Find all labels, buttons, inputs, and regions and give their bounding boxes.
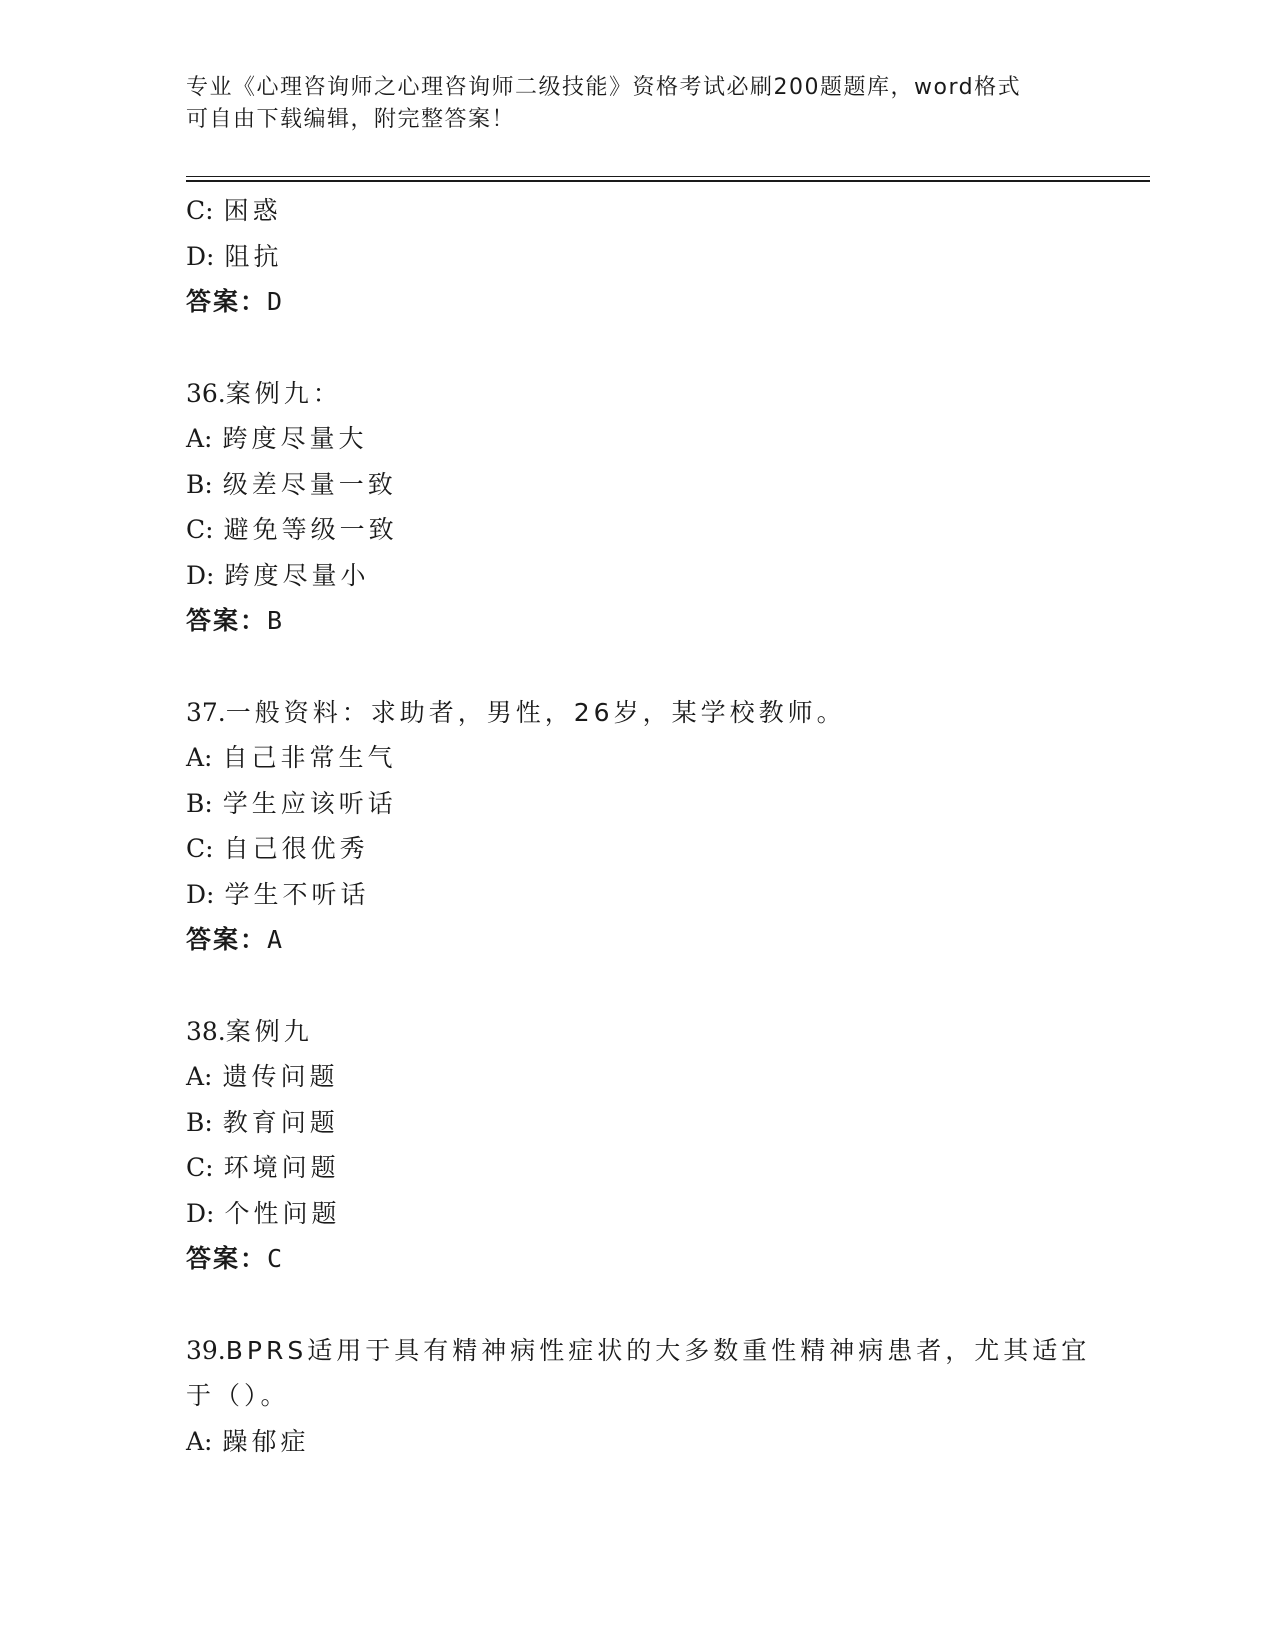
option-text: 级差尽量一致 [222, 469, 397, 499]
option-text: 跨度尽量大 [222, 424, 368, 453]
question-35 [186, 188, 1146, 325]
option-text: 环境问题 [223, 1153, 340, 1182]
question-36 [186, 371, 1146, 644]
answer-line [186, 279, 1146, 325]
option-letter: C: [186, 834, 214, 863]
header-title-line-2: 可自由下载编辑，附完整答案！ [186, 107, 516, 132]
answer-value: D [267, 287, 285, 316]
header-divider-thick [186, 180, 1150, 182]
option-text: 自己非常生气 [222, 743, 397, 772]
option-c [186, 507, 1146, 553]
option-c [186, 826, 1146, 872]
option-a [186, 735, 1146, 781]
option-c [186, 1145, 1146, 1191]
option-text: 阻抗 [224, 241, 283, 271]
question-37 [186, 690, 1146, 963]
option-text: 学生不听话 [224, 879, 370, 909]
option-letter: C: [186, 1153, 214, 1182]
question-text: BPRS适用于具有精神病性症状的大多数重性精神病患者，尤其适宜 [225, 1335, 1091, 1365]
option-d [186, 872, 1146, 918]
option-a [186, 1054, 1146, 1100]
option-letter: B: [186, 788, 213, 818]
option-b [186, 1100, 1146, 1146]
option-d [186, 553, 1146, 599]
option-d [186, 1191, 1146, 1237]
question-list [186, 188, 1146, 1464]
option-letter: B: [186, 469, 213, 499]
question-stem-continued [186, 1373, 1146, 1419]
option-letter: A: [186, 743, 213, 772]
option-text: 自己很优秀 [223, 834, 369, 863]
question-stem [186, 1009, 1146, 1055]
answer-line [186, 598, 1146, 644]
option-b [186, 781, 1146, 827]
option-letter: C: [186, 515, 214, 544]
option-text: 困惑 [223, 196, 282, 225]
question-text: 案例九 [225, 1016, 313, 1046]
answer-value: C [267, 1244, 285, 1273]
option-letter: D: [186, 560, 215, 590]
option-text: 学生应该听话 [222, 788, 397, 818]
header-title-line-1: 专业《心理咨询师之心理咨询师二级技能》资格考试必刷200题题库，word格式 [186, 75, 1022, 100]
option-letter: D: [186, 1198, 215, 1228]
option-a [186, 416, 1146, 462]
option-letter: A: [186, 1426, 213, 1456]
question-text: 一般资料：求助者，男性，26岁，某学校教师。 [225, 697, 846, 727]
option-text: 跨度尽量小 [224, 560, 370, 590]
option-letter: D: [186, 879, 215, 909]
question-39 [186, 1328, 1146, 1465]
option-letter: A: [186, 424, 213, 453]
answer-line [186, 917, 1146, 963]
option-letter: B: [186, 1107, 213, 1137]
option-text: 遗传问题 [222, 1062, 339, 1091]
question-number: 38. [186, 1016, 226, 1046]
option-c [186, 188, 1146, 234]
option-text: 躁郁症 [222, 1426, 310, 1456]
question-number: 36. [186, 378, 226, 408]
question-number: 37. [186, 697, 226, 727]
answer-label: 答案： [186, 606, 268, 635]
answer-value: A [267, 925, 285, 954]
option-text: 教育问题 [222, 1107, 339, 1137]
question-stem [186, 371, 1146, 417]
answer-label: 答案： [186, 1244, 268, 1273]
answer-label: 答案： [186, 287, 268, 316]
option-b [186, 462, 1146, 508]
document-header [186, 72, 1086, 136]
option-letter: A: [186, 1062, 213, 1091]
option-a [186, 1419, 1146, 1465]
question-text: 案例九： [225, 378, 342, 408]
question-38 [186, 1009, 1146, 1282]
question-number: 39. [186, 1335, 226, 1365]
question-stem [186, 1328, 1146, 1374]
option-text: 避免等级一致 [223, 515, 398, 544]
answer-value: B [267, 606, 285, 635]
header-divider-thin [186, 176, 1150, 177]
option-d [186, 234, 1146, 280]
option-letter: C: [186, 196, 214, 225]
question-stem [186, 690, 1146, 736]
question-text-continued: 于（）。 [186, 1381, 290, 1410]
option-text: 个性问题 [224, 1198, 341, 1228]
answer-label: 答案： [186, 925, 268, 954]
option-letter: D: [186, 241, 215, 271]
answer-line [186, 1236, 1146, 1282]
